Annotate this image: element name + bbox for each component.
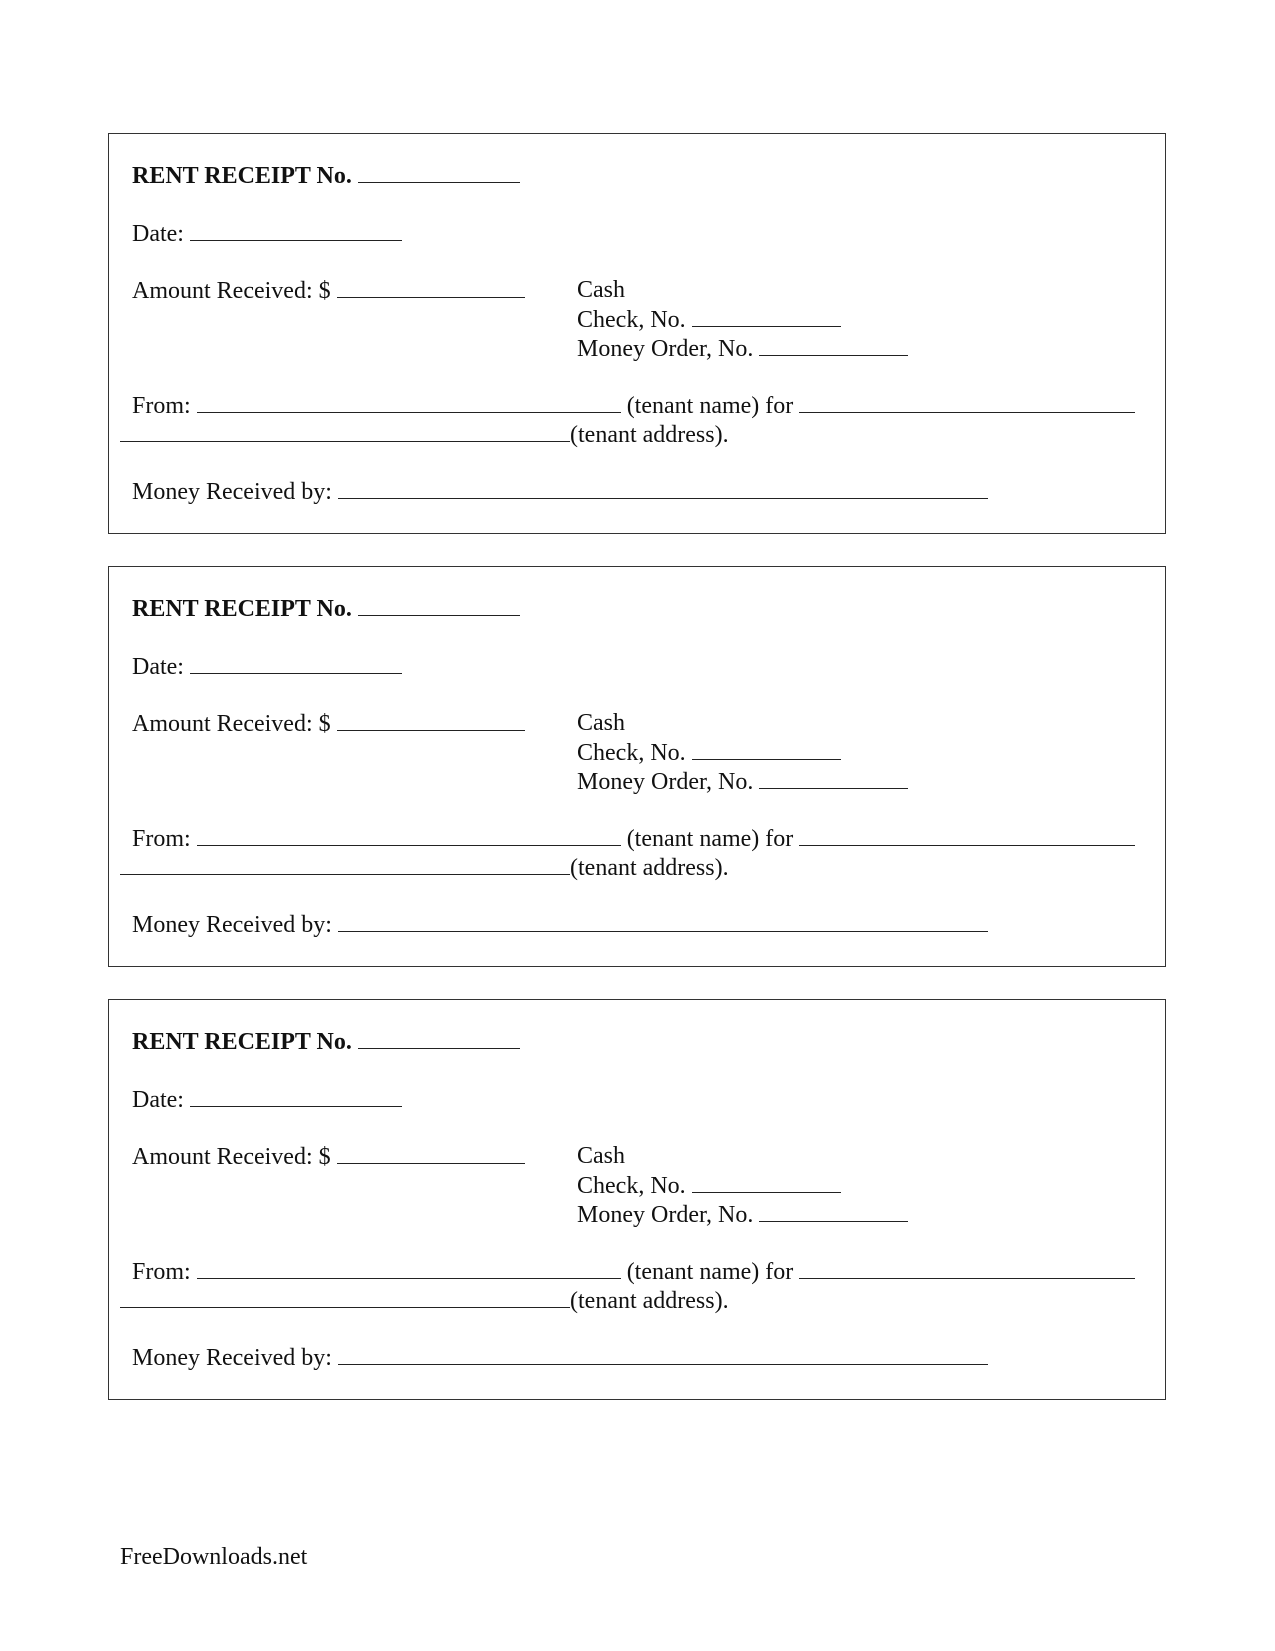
tenant-name-field[interactable] bbox=[197, 824, 621, 846]
money-order-number-field[interactable] bbox=[759, 1200, 908, 1222]
tenant-address-field[interactable] bbox=[120, 1286, 570, 1308]
receipt-number-field[interactable] bbox=[358, 161, 520, 183]
receipt-title-label: RENT RECEIPT No. bbox=[132, 1029, 352, 1055]
payment-money-order-option bbox=[577, 767, 908, 796]
check-label: Check, No. bbox=[577, 1173, 686, 1199]
check-label: Check, No. bbox=[577, 740, 686, 766]
rent-for-field[interactable] bbox=[799, 824, 1135, 846]
received-by-label: Money Received by: bbox=[132, 912, 332, 938]
receipt-title-label: RENT RECEIPT No. bbox=[132, 163, 352, 189]
tenant-address-label: (tenant address). bbox=[570, 422, 729, 448]
received-by-field[interactable] bbox=[338, 1343, 988, 1365]
received-by-row bbox=[132, 910, 988, 939]
receipt-title bbox=[132, 161, 520, 190]
received-by-field[interactable] bbox=[338, 910, 988, 932]
cash-label: Cash bbox=[577, 1143, 625, 1169]
check-number-field[interactable] bbox=[692, 1171, 841, 1193]
money-order-label: Money Order, No. bbox=[577, 769, 754, 795]
cash-label: Cash bbox=[577, 277, 625, 303]
date-row bbox=[132, 219, 402, 248]
payment-cash-option[interactable] bbox=[577, 1142, 625, 1170]
payment-cash-option[interactable] bbox=[577, 709, 625, 737]
rent-for-field[interactable] bbox=[799, 391, 1135, 413]
amount-label: Amount Received: $ bbox=[132, 711, 331, 737]
rent-for-field[interactable] bbox=[799, 1257, 1135, 1279]
date-field[interactable] bbox=[190, 652, 402, 674]
address-row bbox=[120, 853, 729, 882]
money-order-number-field[interactable] bbox=[759, 767, 908, 789]
payment-check-option bbox=[577, 738, 841, 767]
address-row bbox=[120, 1286, 729, 1315]
tenant-name-label: (tenant name) for bbox=[626, 826, 794, 852]
amount-label: Amount Received: $ bbox=[132, 278, 331, 304]
payment-money-order-option bbox=[577, 334, 908, 363]
amount-row bbox=[132, 276, 525, 305]
from-label: From: bbox=[132, 826, 191, 852]
tenant-name-label: (tenant name) for bbox=[626, 1259, 794, 1285]
received-by-label: Money Received by: bbox=[132, 1345, 332, 1371]
tenant-address-field[interactable] bbox=[120, 853, 570, 875]
payment-check-option bbox=[577, 1171, 841, 1200]
received-by-label: Money Received by: bbox=[132, 479, 332, 505]
cash-label: Cash bbox=[577, 710, 625, 736]
amount-row bbox=[132, 1142, 525, 1171]
receipt-number-field[interactable] bbox=[358, 594, 520, 616]
tenant-address-label: (tenant address). bbox=[570, 855, 729, 881]
received-by-row bbox=[132, 1343, 988, 1372]
money-order-label: Money Order, No. bbox=[577, 336, 754, 362]
amount-label: Amount Received: $ bbox=[132, 1144, 331, 1170]
date-label: Date: bbox=[132, 654, 184, 680]
check-number-field[interactable] bbox=[692, 738, 841, 760]
from-row bbox=[132, 391, 1135, 420]
payment-cash-option[interactable] bbox=[577, 276, 625, 304]
check-number-field[interactable] bbox=[692, 305, 841, 327]
receipt-title bbox=[132, 1027, 520, 1056]
from-label: From: bbox=[132, 393, 191, 419]
payment-money-order-option bbox=[577, 1200, 908, 1229]
rent-receipt bbox=[108, 133, 1166, 534]
payment-check-option bbox=[577, 305, 841, 334]
tenant-name-field[interactable] bbox=[197, 1257, 621, 1279]
from-row bbox=[132, 824, 1135, 853]
tenant-address-label: (tenant address). bbox=[570, 1288, 729, 1314]
money-order-number-field[interactable] bbox=[759, 334, 908, 356]
rent-receipt bbox=[108, 566, 1166, 967]
receipt-number-field[interactable] bbox=[358, 1027, 520, 1049]
check-label: Check, No. bbox=[577, 307, 686, 333]
date-row bbox=[132, 652, 402, 681]
amount-field[interactable] bbox=[337, 709, 525, 731]
date-field[interactable] bbox=[190, 1085, 402, 1107]
address-row bbox=[120, 420, 729, 449]
date-label: Date: bbox=[132, 1087, 184, 1113]
tenant-name-field[interactable] bbox=[197, 391, 621, 413]
amount-field[interactable] bbox=[337, 276, 525, 298]
receipt-title-label: RENT RECEIPT No. bbox=[132, 596, 352, 622]
footer-source-text: FreeDownloads.net bbox=[120, 1544, 308, 1570]
received-by-field[interactable] bbox=[338, 477, 988, 499]
rent-receipt bbox=[108, 999, 1166, 1400]
money-order-label: Money Order, No. bbox=[577, 1202, 754, 1228]
amount-row bbox=[132, 709, 525, 738]
tenant-address-field[interactable] bbox=[120, 420, 570, 442]
from-row bbox=[132, 1257, 1135, 1286]
date-row bbox=[132, 1085, 402, 1114]
amount-field[interactable] bbox=[337, 1142, 525, 1164]
date-label: Date: bbox=[132, 221, 184, 247]
from-label: From: bbox=[132, 1259, 191, 1285]
received-by-row bbox=[132, 477, 988, 506]
receipt-title bbox=[132, 594, 520, 623]
date-field[interactable] bbox=[190, 219, 402, 241]
tenant-name-label: (tenant name) for bbox=[626, 393, 794, 419]
